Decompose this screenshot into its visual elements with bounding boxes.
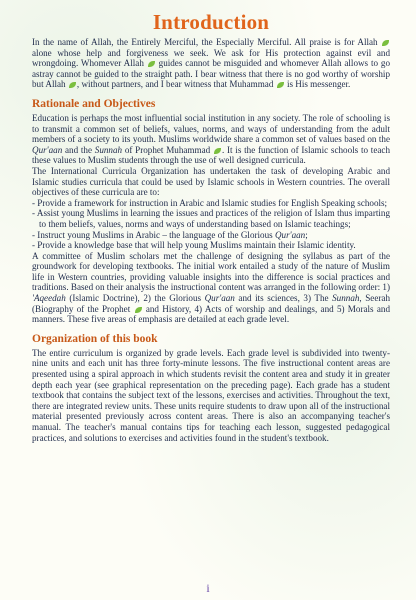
intro-text-5: is His messenger. [286,79,351,90]
intro-text-3: guides cannot be misguided and whomever Allah allows to go astray cannot be guided to the straight path. I bear witness that there is no god worthy of worship but Allah [32,58,390,90]
objective-text: ; [305,229,308,240]
objective-item: - Provide a framework for instruction in Arabic and Islamic studies for English Speaking schools; [32,197,388,208]
rationale-p1-text-4: . It is the function of Islamic schools to teach these values to Muslim students through the use of well designed curricula. [32,144,390,166]
objective-italic: Qur'aan [274,229,306,240]
honorific-glyph-icon [214,148,221,154]
honorific-glyph-icon [382,40,389,46]
rationale-p3-text-5: and History, 4) Acts of worship and dealings, and 5) Morals and manners. These five areas of emphasis are detailed at each grade level. [32,303,390,325]
objective-text: - Instruct young Muslims in Arabic – the language of the Glorious [32,229,275,240]
honorific-glyph-icon [135,307,142,313]
organization-paragraph: The entire curriculum is organized by grade levels. Each grade level is subdivided into twenty-nine units and each unit has three forty-minute lessons. The five instructional content areas are presented using a spiral approach in which students revisit the content area and study it in greater depth each year (see graphical representation on the preceding page). Each grade has a student textbook that contains the subject text of the lessons, exercises and activities. Throughout the text, there are integrated review units. These units require students to draw upon all of the instructional material presented previously across content areas. There is also an accompanying teacher's manual. The teacher's manual contains tips for teaching each lesson, suggested pedagogical practices, and solutions to exercises and activities found in the student's textbook. [32,347,390,443]
honorific-glyph-icon [148,61,155,67]
page-number: i [206,581,210,595]
rationale-p3-italic-3: Sunnah [332,293,360,304]
rationale-p1-text-3: of Prophet Muhammad [122,144,211,155]
rationale-p3-text-3: and its sciences, 3) The [234,293,333,304]
honorific-glyph-icon [277,82,284,88]
page-title: Introduction [152,10,270,34]
rationale-paragraph-1 [32,113,390,166]
rationale-p1-text-2: and the [62,144,95,155]
rationale-paragraph-3 [32,251,390,325]
objective-item [32,230,390,241]
rationale-p3-italic-2: Qur'aan [204,293,235,304]
rationale-p3-text-2: (Islamic Doctrine), 2) the Glorious [65,293,205,304]
rationale-p1-text-1: Education is perhaps the most influential social institution in any society. The role of schooling is to transmit a common set of beliefs, values, norms, and ways of understanding from the adult members of a society to its youth. Muslims worldwide share a common set of values based on the [32,112,390,145]
objective-item: - Assist young Muslims in learning the issues and practices of the religion of Islam thus imparting to them beliefs, values, norms and ways of understanding based on Islamic teachings; [32,208,390,229]
intro-text-4: , without partners, and I bear witness that Muhammad [76,79,274,90]
honorific-glyph-icon [69,82,76,88]
objective-item: - Provide a knowledge base that will help young Muslims maintain their Islamic identity. [32,240,356,251]
rationale-p3-text-4: , Seerah (Biography of the Prophet [32,293,390,314]
rationale-p3-italic-1: 'Aqeedah [32,293,66,304]
rationale-p3-text-1: A committee of Muslim scholars met the challenge of designing the syllabus as part of the groundwork for developing textbooks. The initial work entailed a study of the nature of Muslim life in Western countries, providing valuable insights into the difference is social practices and traditions. Based on their analysis the instructional content was arranged in the following order: 1) [32,250,390,293]
intro-paragraph [32,37,390,90]
intro-text-1: In the name of Allah, the Entirely Merciful, the Especially Merciful. All praise is for Allah [32,37,378,47]
rationale-paragraph-2: The International Curricula Organization has undertaken the task of developing Arabic and Islamic studies curricula that could be used by Islamic schools in Western countries. The overall objectives of these curricula are to: [32,165,390,198]
intro-text-2: alone whose help and forgiveness we seek. We ask for His protection against evil and wrongdoing. Whomever Allah [32,47,390,69]
organization-heading: Organization of this book [32,332,158,345]
objectives-list [32,198,390,251]
rationale-p1-italic-2: Sunnah [94,144,123,155]
rationale-heading: Rationale and Objectives [32,97,156,110]
rationale-p1-italic-1: Qur'aan [32,144,63,155]
